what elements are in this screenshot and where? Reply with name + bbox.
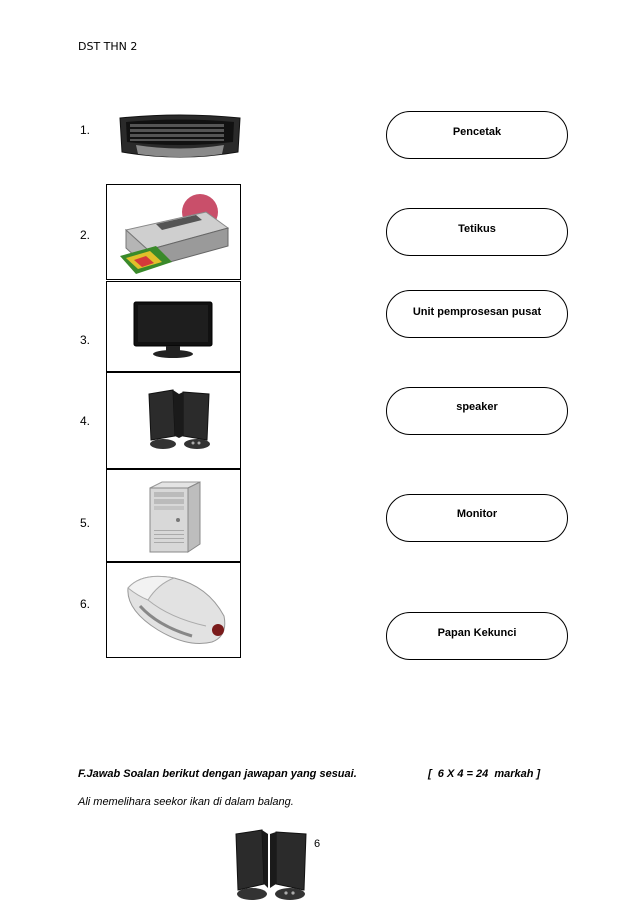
marks-label: [ 6 X 4 = 24 markah ]	[428, 768, 541, 780]
answer-pill-4	[386, 387, 568, 435]
item-number-5: 5.	[80, 516, 91, 530]
section-title: F.Jawab Soalan berikut dengan jawapan yang sesuai.	[78, 768, 357, 780]
keyboard-image	[116, 112, 244, 164]
item-number-2: 2.	[80, 228, 91, 242]
answer-pill-5	[386, 494, 568, 542]
answer-label: Tetikus	[458, 223, 496, 235]
speakers-image	[145, 388, 215, 452]
item-number-3: 3.	[80, 333, 91, 347]
answer-pill-3	[386, 290, 568, 338]
answer-pill-6	[386, 612, 568, 660]
cpu-tower-image	[148, 480, 202, 554]
answer-label: Pencetak	[452, 126, 502, 138]
item-number-1: 1.	[80, 123, 91, 137]
answer-pill-1	[386, 111, 568, 159]
question-text: Ali memelihara seekor ikan di dalam balang.	[78, 796, 294, 808]
item-number-4: 4.	[80, 414, 91, 428]
monitor-image	[132, 300, 214, 360]
speakers-image-bottom	[232, 828, 312, 903]
page-number: 6	[314, 838, 321, 850]
answer-label: speaker	[456, 401, 498, 413]
answer-pill-2	[386, 208, 568, 256]
page-header: DST THN 2	[78, 40, 138, 53]
answer-label: Papan Kekunci	[437, 627, 517, 639]
answer-label: Monitor	[456, 508, 498, 520]
mouse-image	[118, 570, 230, 648]
item-number-6: 6.	[80, 597, 91, 611]
answer-label: Unit pemprosesan pusat	[412, 306, 542, 318]
printer-image	[116, 190, 232, 276]
